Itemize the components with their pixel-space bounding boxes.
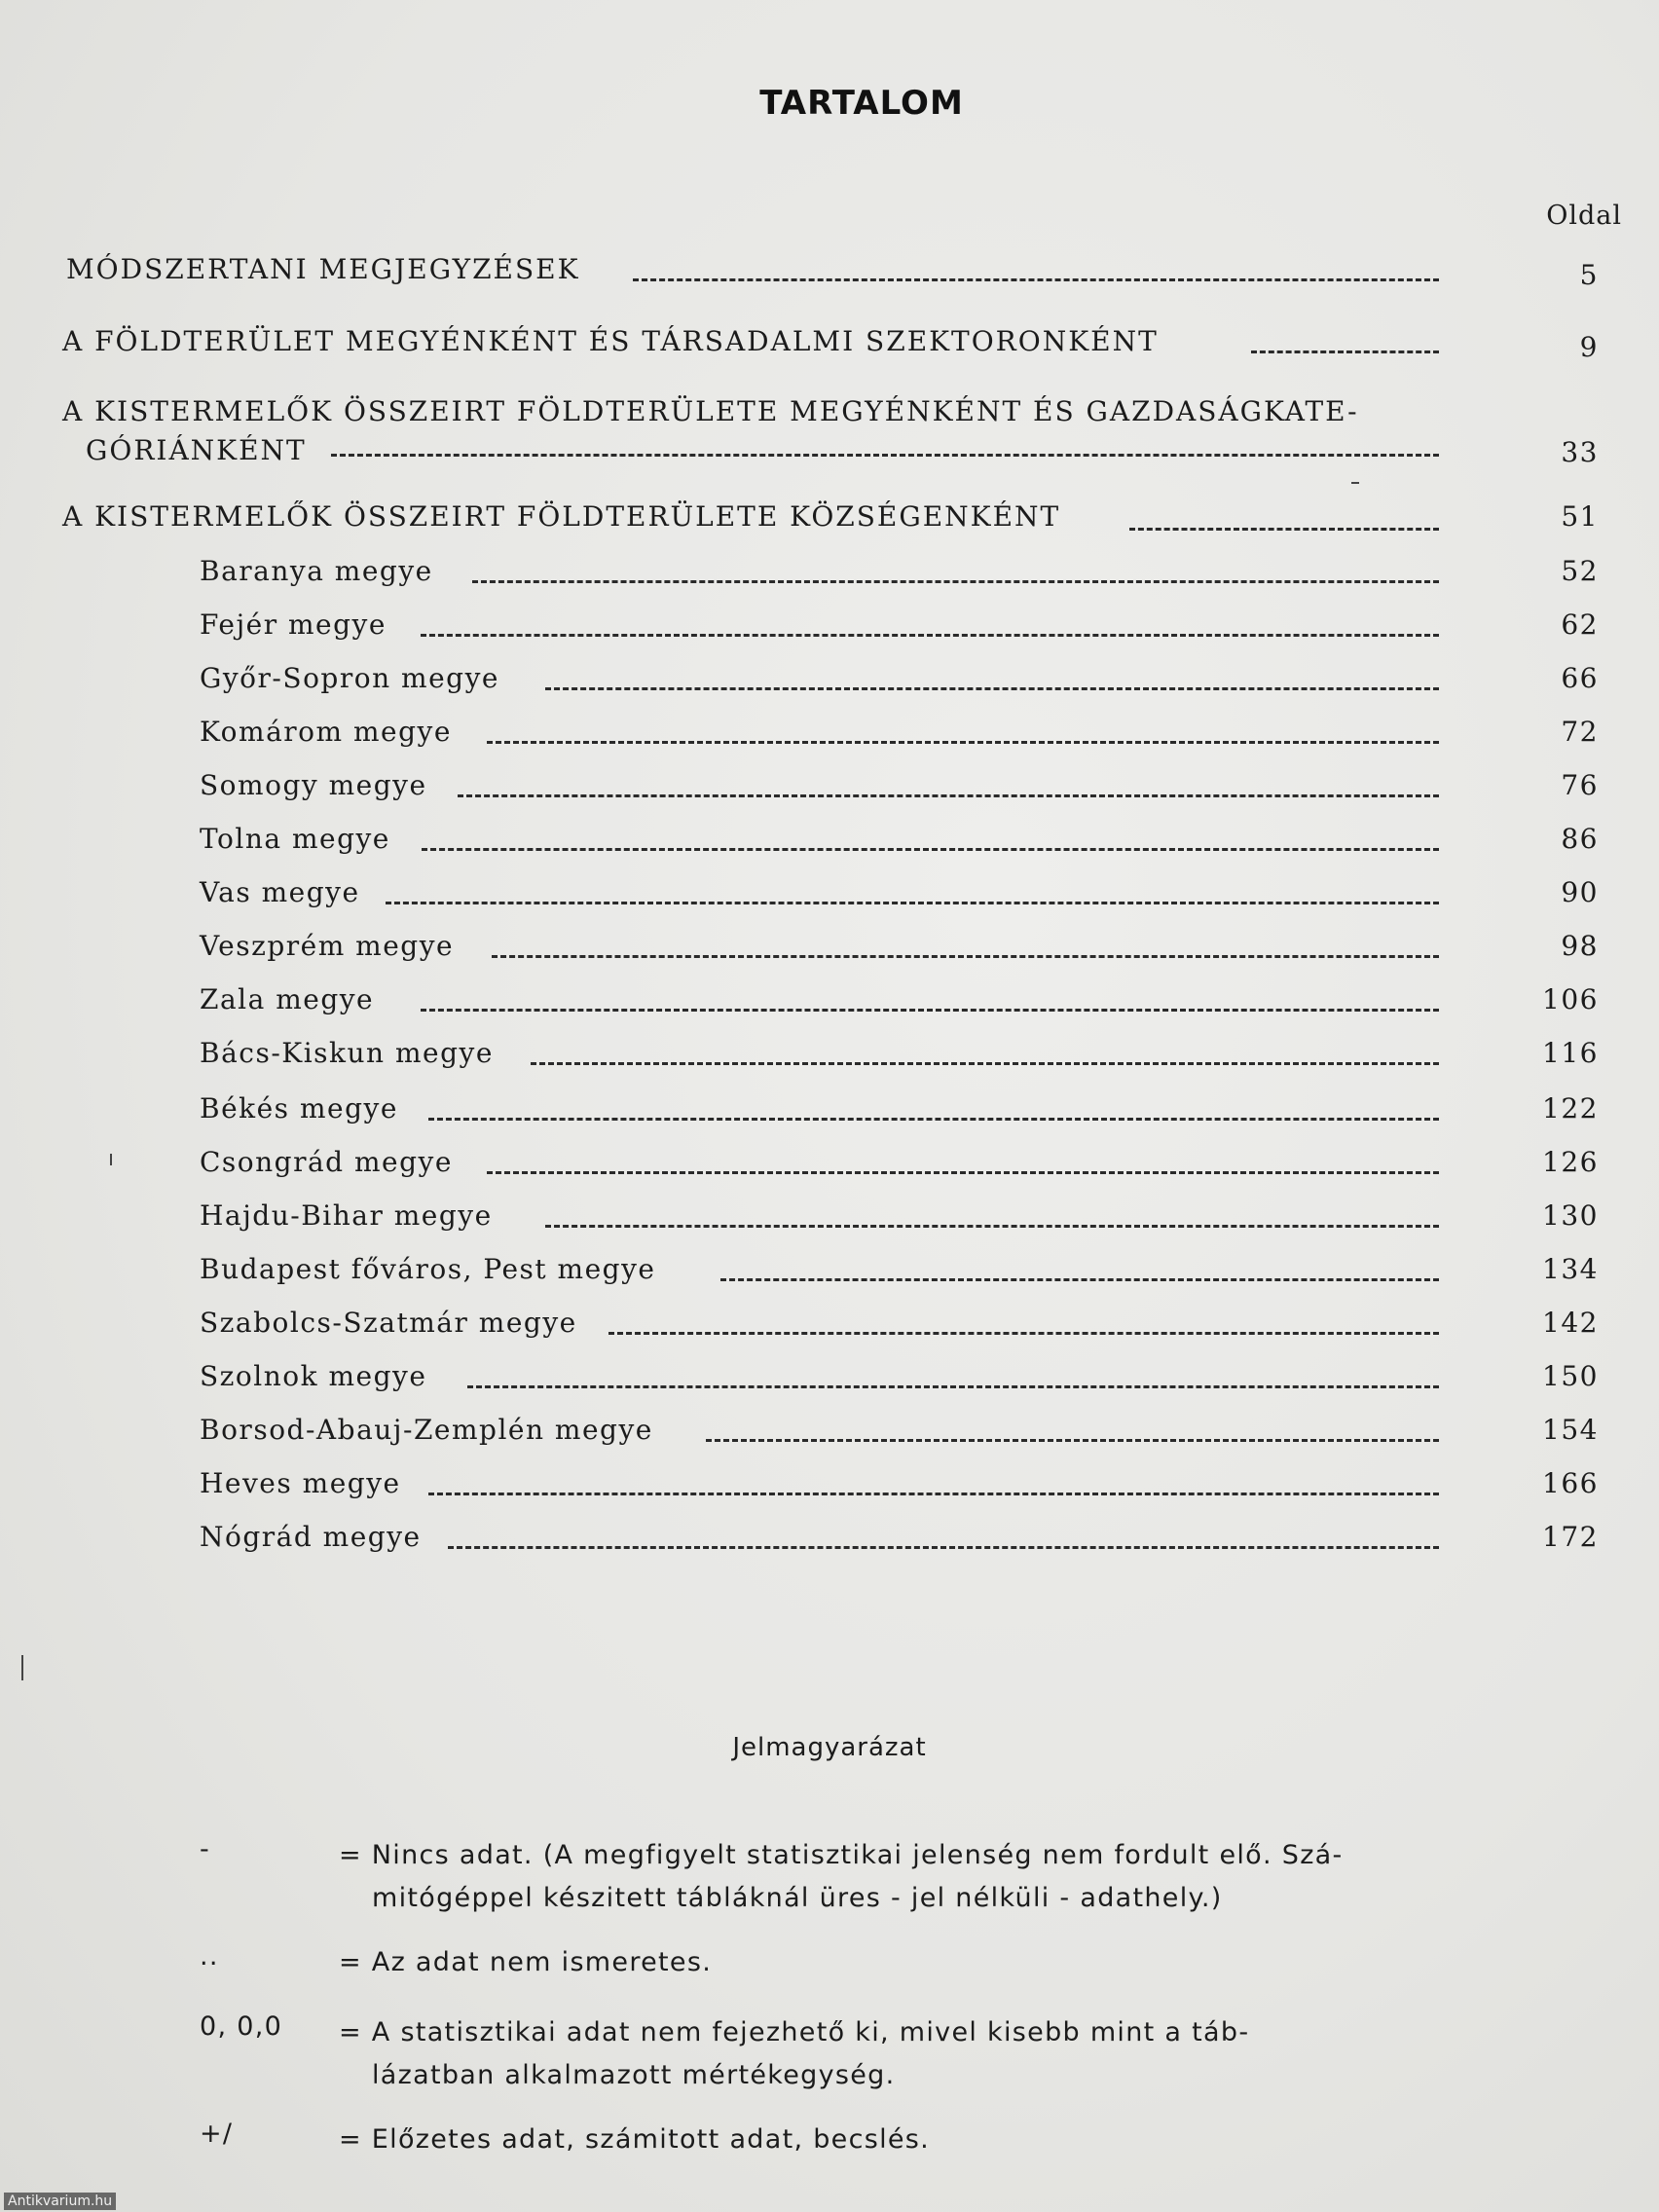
county-label: Veszprém megye <box>200 930 455 962</box>
county-label: Nógrád megye <box>200 1521 422 1553</box>
leader-dots <box>608 1332 1439 1335</box>
toc-entry-page: 9 <box>1579 331 1599 363</box>
scan-mark <box>21 1655 23 1680</box>
county-page: 154 <box>1542 1414 1599 1446</box>
county-page: 90 <box>1561 876 1599 908</box>
county-page: 134 <box>1542 1253 1599 1285</box>
county-label: Békés megye <box>200 1092 398 1124</box>
legend-symbol: .. <box>200 1941 219 1972</box>
scan-mark <box>110 1154 112 1165</box>
county-label: Szabolcs-Szatmár megye <box>200 1307 577 1339</box>
county-page: 98 <box>1561 930 1599 962</box>
leader-dots <box>545 1225 1439 1228</box>
leader-dots <box>492 955 1439 958</box>
toc-entry-label: MÓDSZERTANI MEGJEGYZÉSEK <box>66 253 580 285</box>
leader-dots <box>720 1278 1439 1281</box>
leader-dots <box>633 278 1439 281</box>
county-label: Zala megye <box>200 983 375 1015</box>
county-label: Budapest főváros, Pest megye <box>200 1253 656 1285</box>
legend-line2: lázatban alkalmazott mértékegység. <box>372 2060 896 2090</box>
leader-dots <box>421 1009 1439 1012</box>
county-page: 116 <box>1542 1037 1599 1069</box>
leader-dots <box>472 580 1439 583</box>
county-page: 122 <box>1542 1092 1599 1124</box>
page-title: TARTALOM <box>759 84 964 123</box>
county-label: Győr-Sopron megye <box>200 662 499 694</box>
leader-dots <box>531 1062 1439 1065</box>
legend-description <box>339 1941 1488 1984</box>
county-page: 76 <box>1561 769 1599 801</box>
county-page: 142 <box>1542 1307 1599 1339</box>
leader-dots <box>487 741 1439 744</box>
county-page: 126 <box>1542 1146 1599 1178</box>
county-label: Bács-Kiskun megye <box>200 1037 494 1069</box>
leader-dots <box>428 1493 1439 1495</box>
legend-description <box>339 2119 1488 2161</box>
county-label: Tolna megye <box>200 823 390 855</box>
county-page: 150 <box>1542 1360 1599 1392</box>
leader-dots <box>706 1439 1439 1442</box>
toc-entry-page: 5 <box>1579 259 1599 291</box>
toc-entry-label-line2: GÓRIÁNKÉNT <box>86 434 307 466</box>
legend-line1: = Előzetes adat, számitott adat, becslés. <box>339 2124 931 2155</box>
county-page: 106 <box>1542 983 1599 1015</box>
county-label: Heves megye <box>200 1467 401 1499</box>
legend-line1: = Nincs adat. (A megfigyelt statisztikai jelenség nem fordult elő. Szá- <box>339 1840 1344 1870</box>
county-label: Vas megye <box>200 876 360 908</box>
county-label: Hajdu-Bihar megye <box>200 1199 493 1232</box>
leader-dots <box>467 1385 1439 1388</box>
scan-mark <box>1351 482 1359 484</box>
county-page: 52 <box>1561 555 1599 587</box>
county-page: 166 <box>1542 1467 1599 1499</box>
county-page: 172 <box>1542 1521 1599 1553</box>
county-label: Somogy megye <box>200 769 427 801</box>
leader-dots <box>545 687 1439 690</box>
leader-dots <box>448 1546 1439 1549</box>
page-column-header: Oldal <box>1546 201 1622 231</box>
county-label: Borsod-Abauj-Zemplén megye <box>200 1414 653 1446</box>
toc-entry-page: 33 <box>1561 436 1599 468</box>
county-page: 66 <box>1561 662 1599 694</box>
toc-entry-label: A FÖLDTERÜLET MEGYÉNKÉNT ÉS TÁRSADALMI SZEKTORONKÉNT <box>62 325 1159 357</box>
watermark: Antikvarium.hu <box>4 2193 116 2210</box>
county-page: 130 <box>1542 1199 1599 1232</box>
leader-dots <box>421 634 1439 637</box>
legend-symbol: - <box>200 1834 211 1864</box>
leader-dots <box>422 848 1439 851</box>
county-page: 72 <box>1561 716 1599 748</box>
legend-title: Jelmagyarázat <box>732 1733 927 1762</box>
county-page: 62 <box>1561 608 1599 641</box>
toc-entry-page: 51 <box>1561 500 1599 533</box>
county-label: Komárom megye <box>200 716 452 748</box>
toc-entry-label-line1: A KISTERMELŐK ÖSSZEIRT FÖLDTERÜLETE MEGYÉNKÉNT ÉS GAZDASÁGKATE- <box>62 395 1359 427</box>
leader-dots <box>458 794 1439 797</box>
legend-description <box>339 1834 1488 1920</box>
leader-dots <box>487 1171 1439 1174</box>
legend-symbol: +/ <box>200 2119 234 2149</box>
legend-line1: = Az adat nem ismeretes. <box>339 1947 713 1977</box>
county-label: Baranya megye <box>200 555 433 587</box>
county-page: 86 <box>1561 823 1599 855</box>
legend-description <box>339 2011 1488 2097</box>
leader-dots <box>386 902 1439 904</box>
leader-dots <box>1251 350 1439 353</box>
leader-dots <box>428 1118 1439 1121</box>
county-label: Csongrád megye <box>200 1146 453 1178</box>
legend-symbol: 0, 0,0 <box>200 2011 283 2042</box>
toc-entry-label: A KISTERMELŐK ÖSSZEIRT FÖLDTERÜLETE KÖZSÉGENKÉNT <box>62 500 1061 533</box>
legend-line2: mitógéppel készitett tábláknál üres - jel nélküli - adathely.) <box>372 1883 1223 1913</box>
county-label: Szolnok megye <box>200 1360 427 1392</box>
leader-dots <box>1129 528 1439 531</box>
leader-dots <box>331 454 1439 457</box>
legend-line1: = A statisztikai adat nem fejezhető ki, mivel kisebb mint a táb- <box>339 2017 1250 2047</box>
county-label: Fejér megye <box>200 608 387 641</box>
